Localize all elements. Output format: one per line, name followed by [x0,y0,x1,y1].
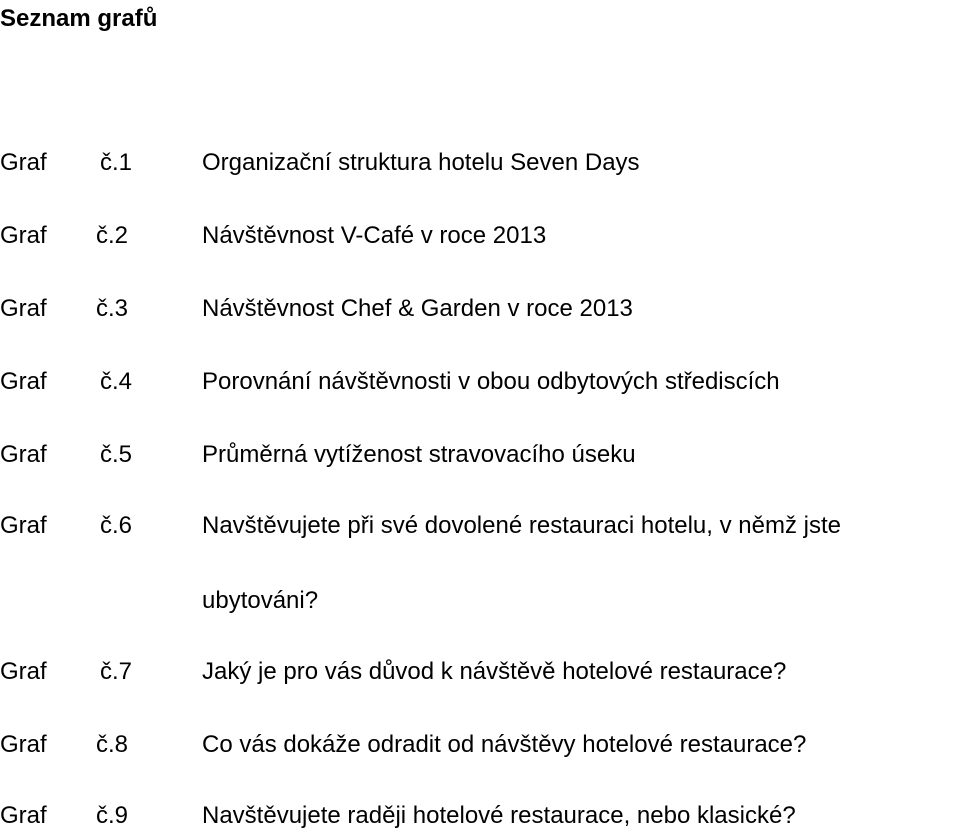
entry-label: Graf [0,222,47,249]
entry-label: Graf [0,731,47,758]
entry-number: č.7 [100,658,133,685]
list-item-graf-6 [0,511,960,541]
entry-caption: Návštěvnost V-Café v roce 2013 [202,222,547,249]
entry-caption: Organizační struktura hotelu Seven Days [202,149,640,176]
entry-caption: Navštěvujete při své dovolené restauraci hotelu, v němž jste [202,512,841,539]
entry-number: č.8 [96,731,129,758]
entry-number: č.9 [96,802,129,829]
page-title: Seznam grafů [0,5,158,32]
entry-number: č.5 [100,441,133,468]
entry-number: č.2 [96,222,129,249]
entry-label: Graf [0,512,47,539]
entry-caption: Navštěvujete raději hotelové restaurace, nebo klasické? [202,802,796,829]
list-item-graf-4 [0,367,960,397]
entry-caption-continuation: ubytováni? [202,587,319,614]
list-item-graf-8 [0,730,960,760]
list-item-graf-3 [0,294,960,324]
list-item-graf-9 [0,801,960,831]
entry-label: Graf [0,441,47,468]
entry-label: Graf [0,295,47,322]
entry-caption: Průměrná vytíženost stravovacího úseku [202,441,636,468]
entry-label: Graf [0,658,47,685]
list-item-graf-7 [0,657,960,687]
list-item-graf-1 [0,148,960,178]
entry-number: č.4 [100,368,133,395]
entry-caption: Co vás dokáže odradit od návštěvy hotelové restaurace? [202,731,807,758]
entry-label: Graf [0,802,47,829]
entry-number: č.6 [100,512,133,539]
list-item-graf-2 [0,221,960,251]
entry-number: č.3 [96,295,129,322]
list-item-graf-5 [0,440,960,470]
entry-caption: Jaký je pro vás důvod k návštěvě hotelové restaurace? [202,658,787,685]
entry-caption: Návštěvnost Chef & Garden v roce 2013 [202,295,633,322]
entry-caption: Porovnání návštěvnosti v obou odbytových střediscích [202,368,780,395]
entry-label: Graf [0,368,47,395]
entry-label: Graf [0,149,47,176]
entry-number: č.1 [100,149,133,176]
